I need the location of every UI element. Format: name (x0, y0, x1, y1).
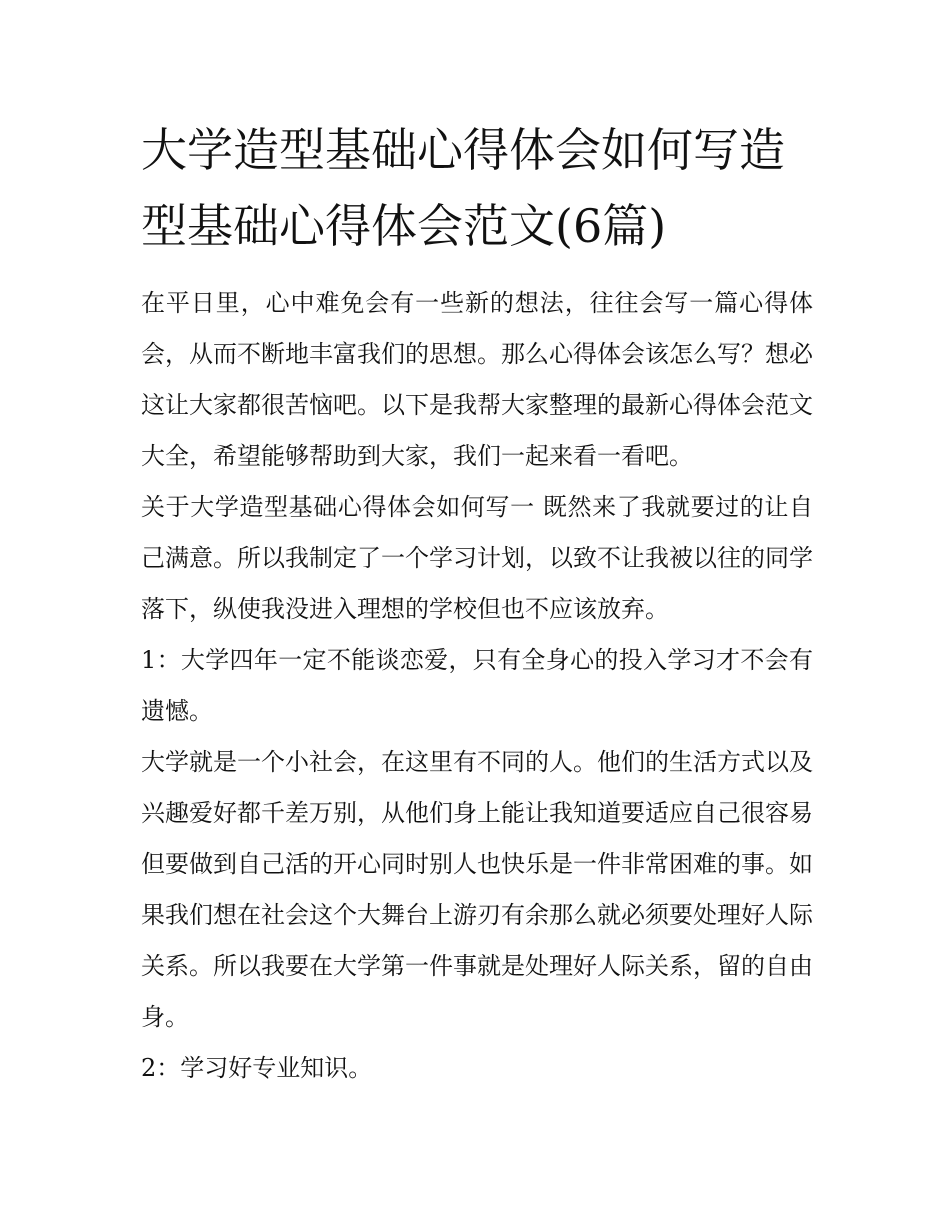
paragraph-section-one: 关于大学造型基础心得体会如何写一 既然来了我就要过的让自己满意。所以我制定了一个学习计划，以致不让我被以往的同学落下，纵使我没进入理想的学校但也不应该放弃。 (141, 493, 813, 623)
document-page (141, 112, 813, 1094)
title-spacer (141, 264, 813, 278)
paragraph-point-two: 2：学习好专业知识。 (141, 1054, 373, 1082)
paragraph-intro: 在平日里，心中难免会有一些新的想法，往往会写一篇心得体会，从而不断地丰富我们的思想。那么心得体会该怎么写？想必这让大家都很苦恼吧。以下是我帮大家整理的最新心得体会范文大全，希望能够帮助到大家，我们一起来看一看吧。 (141, 289, 813, 470)
paragraph-society: 大学就是一个小社会，在这里有不同的人。他们的生活方式以及兴趣爱好都千差万别，从他们身上能让我知道要适应自己很容易但要做到自己活的开心同时别人也快乐是一件非常困难的事。如果我们想在社会这个大舞台上游刃有余那么就必须要处理好人际关系。所以我要在大学第一件事就是处理好人际关系，留的自由身。 (141, 748, 813, 1031)
paragraph-point-one: 1：大学四年一定不能谈恋爱，只有全身心的投入学习才不会有遗憾。 (141, 646, 813, 725)
document-title: 大学造型基础心得体会如何写造型基础心得体会范文(6篇) (141, 123, 785, 253)
